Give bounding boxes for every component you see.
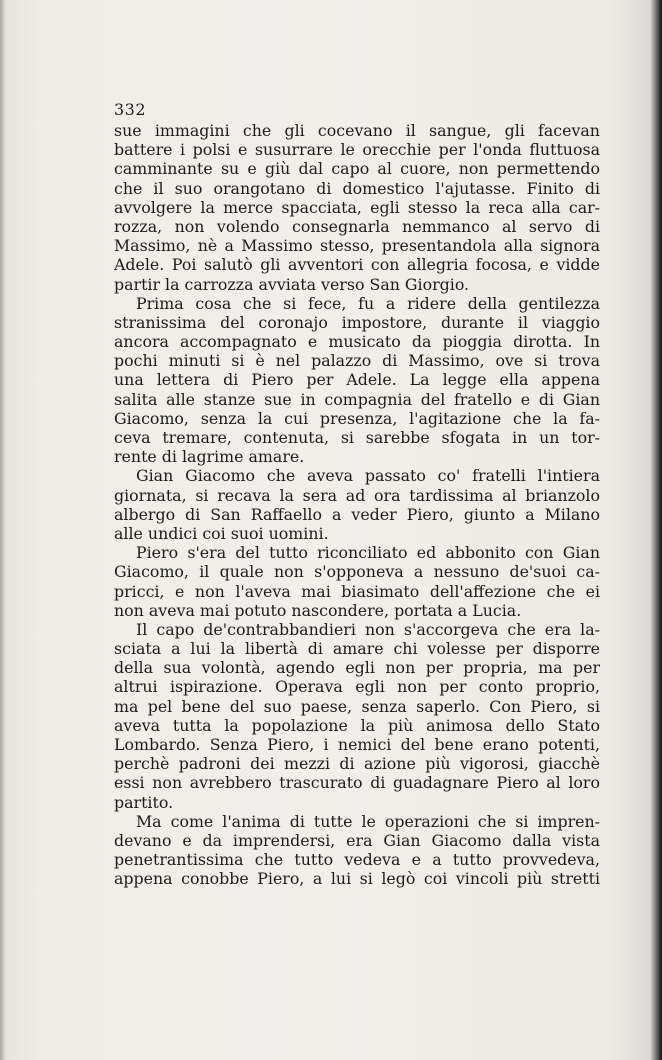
text-line: Giacomo, il quale non s'opponeva a nessuno de'suoi ca- — [114, 562, 600, 582]
text-line: camminante su e giù dal capo al cuore, non permettendo — [114, 159, 600, 179]
text-line: rozza, non volendo consegnarla nemmanco al servo di — [114, 216, 600, 236]
text-line: appena conobbe Piero, a lui si legò coi vincoli più stretti — [114, 869, 600, 889]
text-line: salita alle stanze sue in compagnia del fratello e di Gian — [114, 389, 600, 409]
text-line: sue immagini che gli cocevano il sangue, gli facevan — [114, 121, 600, 140]
page-number: 332 — [114, 100, 147, 119]
text-line: Adele. Poi salutò gli avventori con allegria focosa, e vidde — [114, 255, 600, 275]
text-line: aveva tutta la popolazione la più animosa dello Stato — [114, 715, 600, 735]
text-line: Ma come l'anima di tutte le operazioni che si impren- — [136, 811, 600, 831]
text-line: Gian Giacomo che aveva passato co' fratelli l'intiera — [136, 466, 600, 486]
text-line: ma pel bene del suo paese, senza saperlo. Con Piero, si — [114, 696, 600, 716]
text-line: avvolgere la merce spacciata, egli stesso la reca alla car- — [114, 197, 600, 217]
page-left-shadow — [0, 0, 6, 1060]
text-line: albergo di San Raffaello a veder Piero, giunto a Milano — [114, 504, 600, 524]
text-line: ceva tremare, contenuta, si sarebbe sfogata in un tor- — [114, 428, 600, 447]
text-line: non aveva mai potuto nascondere, portata a Lucia. — [114, 600, 522, 620]
text-line: una lettera di Piero per Adele. La legge ella appena — [114, 370, 600, 390]
text-line: altrui ispirazione. Operava egli non per conto proprio, — [114, 677, 600, 697]
text-line: Lombardo. Senza Piero, i nemici del bene erano potenti, — [114, 735, 600, 754]
text-lines — [114, 121, 600, 889]
text-line: Giacomo, senza la cui presenza, l'agitazione che la fa- — [114, 408, 600, 428]
text-line: stranissima del coronajo impostore, durante il viaggio — [114, 312, 600, 332]
page-right-edge — [650, 0, 662, 1060]
text-line: pricci, e non l'aveva mai biasimato dell'affezione che ei — [114, 581, 600, 601]
text-line: Prima cosa che si fece, fu a ridere della gentilezza — [136, 293, 600, 313]
text-line: partito. — [114, 792, 174, 812]
text-line: essi non avrebbero trascurato di guadagnare Piero al loro — [114, 773, 600, 793]
text-line: sciata a lui la libertà di amare chi volesse per disporre — [114, 639, 600, 659]
text-line: perchè padroni dei mezzi di azione più vigorosi, giacchè — [114, 754, 600, 774]
text-line: che il suo orangotano di domestico l'ajutasse. Finito di — [114, 178, 600, 198]
page-text-block — [114, 100, 600, 889]
text-line: rente di lagrime amare. — [114, 447, 305, 467]
text-line: ancora accompagnato e musicato da pioggia dirotta. In — [114, 332, 600, 352]
text-line: giornata, si recava la sera ad ora tardissima al brianzolo — [114, 485, 600, 505]
text-line: Massimo, nè a Massimo stesso, presentandola alla signora — [114, 236, 600, 256]
text-line: Piero s'era del tutto riconciliato ed abbonito con Gian — [136, 543, 600, 563]
text-line: Il capo de'contrabbandieri non s'accorgeva che era la- — [136, 619, 600, 639]
text-line: alle undici coi suoi uomini. — [114, 523, 329, 543]
text-line: della sua volontà, agendo egli non per propria, ma per — [114, 658, 600, 678]
text-line: partir la carrozza avviata verso San Giorgio. — [114, 274, 470, 294]
text-line: penetrantissima che tutto vedeva e a tutto provvedeva, — [114, 850, 600, 870]
text-line: battere i polsi e susurrare le orecchie per l'onda fluttuosa — [114, 140, 600, 160]
text-line: pochi minuti si è nel palazzo di Massimo, ove si trova — [114, 351, 600, 371]
text-line: devano e da imprendersi, era Gian Giacomo dalla vista — [114, 830, 600, 850]
